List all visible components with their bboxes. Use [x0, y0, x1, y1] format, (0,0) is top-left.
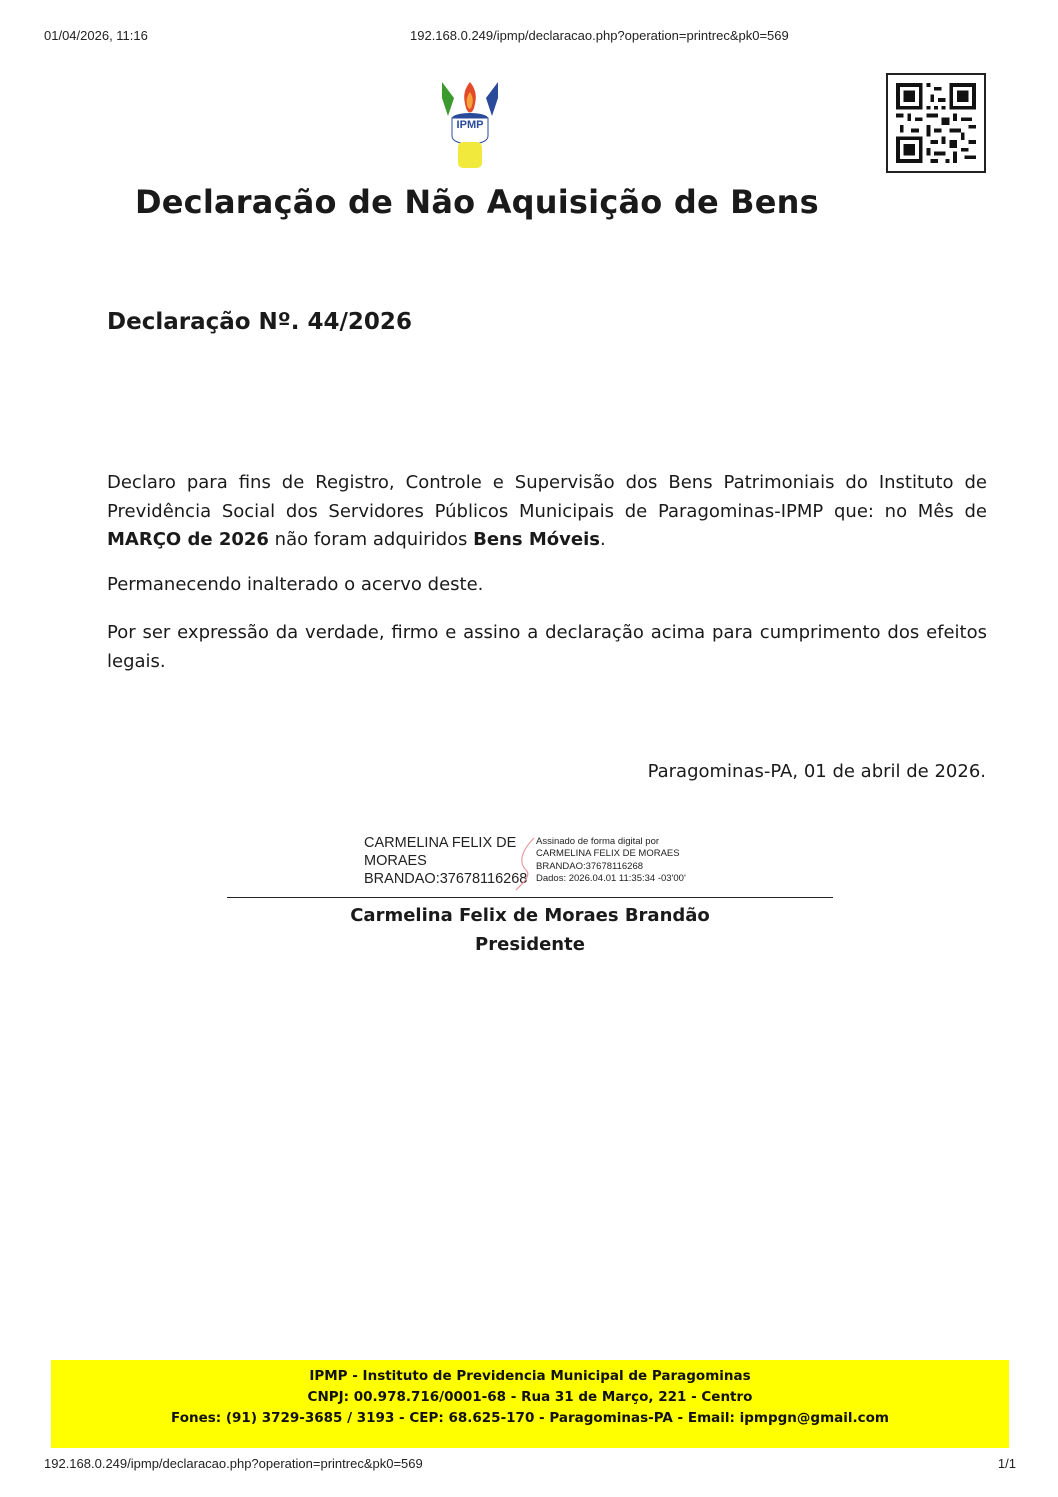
ipmp-torch-logo — [438, 78, 502, 170]
logo-text: IPMP — [456, 119, 484, 131]
paragraph-text-after: . — [599, 529, 606, 550]
digital-signature-line: Dados: 2026.04.01 11:35:34 -03'00' — [536, 873, 686, 885]
institution-footer — [51, 1360, 1009, 1448]
reference-month: MARÇO de 2026 — [107, 529, 269, 550]
footer-address: CNPJ: 00.978.716/0001-68 - Rua 31 de Março, 221 - Centro — [307, 1389, 753, 1405]
print-datetime: 01/04/2026, 11:16 — [44, 28, 148, 43]
footer-institution-name: IPMP - Instituto de Previdencia Municipal de Paragominas — [309, 1368, 751, 1384]
paragraph-text-before: Declaro para fins de Registro, Controle e Supervisão dos Bens Patrimoniais do Instituto de Previdência Social dos Servidores Públicos Municipais de Paragominas-IPMP que: no Mês de — [107, 472, 987, 522]
footer-contact: Fones: (91) 3729-3685 / 3193 - CEP: 68.625-170 - Paragominas-PA - Email: ipmpgn@gmail.com — [171, 1410, 889, 1426]
digital-signature-line: BRANDAO:37678116268 — [536, 860, 644, 872]
signer-role: Presidente — [475, 934, 585, 955]
digital-signature-stamp — [364, 834, 744, 894]
asset-type: Bens Móveis — [473, 529, 600, 550]
digital-signature-line: Assinado de forma digital por — [536, 836, 660, 847]
closing-paragraph: Por ser expressão da verdade, firmo e assino a declaração acima para cumprimento dos efeitos legais. — [107, 622, 987, 672]
place-and-date: Paragominas-PA, 01 de abril de 2026. — [647, 761, 986, 782]
digital-signature-details — [536, 836, 746, 886]
declaration-number: Declaração Nº. 44/2026 — [107, 309, 412, 335]
declaration-paragraph — [107, 469, 987, 555]
document-title: Declaração de Não Aquisição de Bens — [135, 183, 819, 221]
signature-name-text — [364, 834, 534, 888]
signature-name-line: MORAES — [364, 853, 427, 869]
inventory-paragraph: Permanecendo inalterado o acervo deste. — [107, 574, 484, 595]
digital-signature-line: CARMELINA FELIX DE MORAES — [536, 848, 680, 860]
qr-code-icon — [886, 73, 986, 173]
print-footer-url: 192.168.0.249/ipmp/declaracao.php?operation=printrec&pk0=569 — [44, 1456, 423, 1471]
signature-name-line: BRANDAO:37678116268 — [364, 871, 528, 887]
print-url: 192.168.0.249/ipmp/declaracao.php?operation=printrec&pk0=569 — [410, 28, 789, 43]
signature-name-line: CARMELINA FELIX DE — [364, 835, 517, 851]
paragraph-text-middle: não foram adquiridos — [268, 529, 474, 550]
page-number: 1/1 — [997, 1456, 1016, 1471]
signature-line — [227, 897, 833, 898]
signer-name: Carmelina Felix de Moraes Brandão — [350, 905, 710, 926]
